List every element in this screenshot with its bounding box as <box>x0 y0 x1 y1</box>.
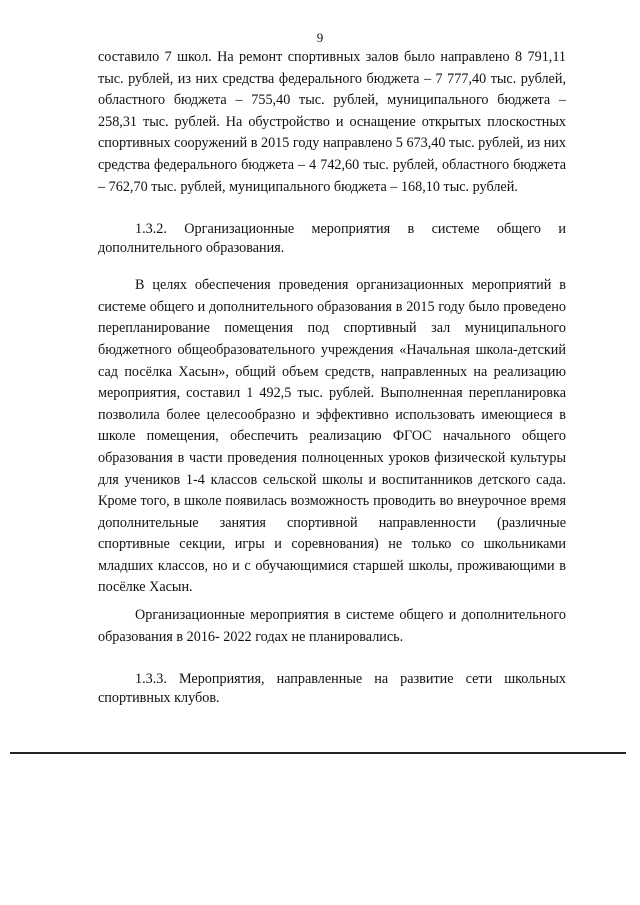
page-number: 9 <box>316 30 324 45</box>
paragraph-organizational-measures: В целях обеспечения проведения организационных мероприятий в системе общего и дополнительного образования в 2015 году было проведено перепланирование помещения под спортивный зал муниципального бюджетного общеобразовательного учреждения «Начальная школа-детский сад посёлка Хасын», общий объем средств, направленных на реализацию мероприятия, составил 1 492,5 тыс. рублей. Выполненная перепланировка позволила более целесообразно и эффективно использовать имеющиеся в школе помещения, обеспечить реализацию ФГОС начального общего образования в части проведения полноценных уроков физической культуры для учеников 1-4 классов сельской школы и воспитанников детского сада. Кроме того, в школе появилась возможность проводить во внеурочное время дополнительные занятия спортивной направленности (различные спортивные секции, игры и соревнования) не только со школьниками младших классов, но и с обучающимися старшей школы, проживающими в посёлке Хасын. <box>98 277 566 596</box>
document-body <box>98 47 566 708</box>
section-heading-1-3-3: 1.3.3. Мероприятия, направленные на развитие сети школьных спортивных клубов. <box>98 671 566 707</box>
paragraph-funding: составило 7 школ. На ремонт спортивных залов было направлено 8 791,11 тыс. рублей, из них средства федерального бюджета – 7 777,40 тыс. рублей, областного бюджета – 755,40 тыс. рублей, муниципального бюджета – 258,31 тыс. рублей. На обустройство и оснащение открытых плоскостных спортивных сооружений в 2015 году направлено 5 673,40 тыс. рублей, из них средства федерального бюджета – 4 742,60 тыс. рублей, областного бюджета – 762,70 тыс. рублей, муниципального бюджета – 168,10 тыс. рублей. <box>98 49 566 195</box>
paragraph-not-planned: Организационные мероприятия в системе общего и дополнительного образования в 2016- 2022 годах не планировались. <box>98 607 566 645</box>
section-heading-1-3-2: 1.3.2. Организационные мероприятия в системе общего и дополнительного образования. <box>98 221 566 257</box>
footer-divider <box>10 752 626 754</box>
